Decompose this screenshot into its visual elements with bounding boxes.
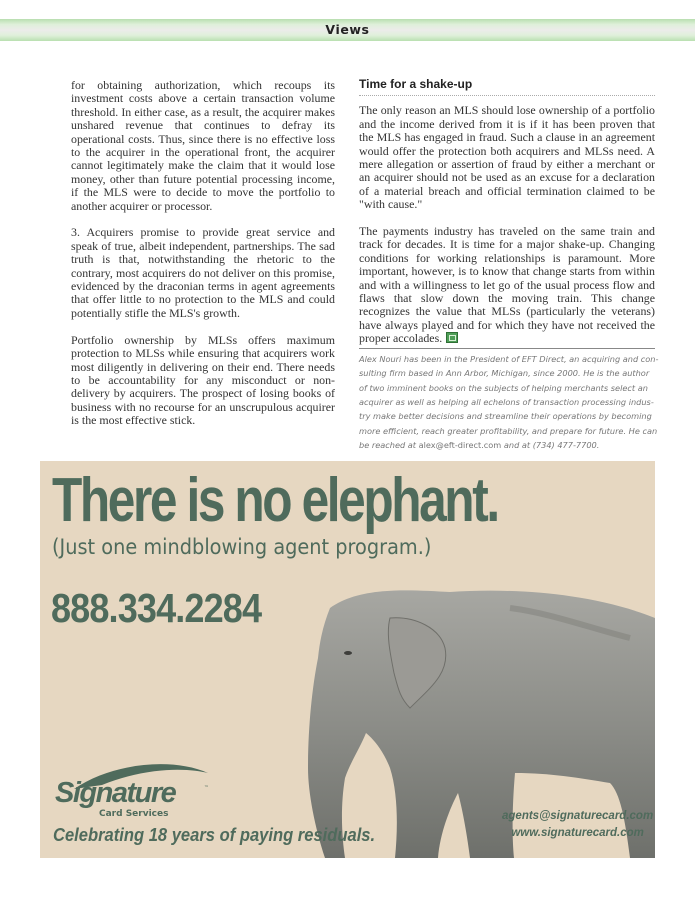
logo-trademark: ™: [204, 785, 209, 791]
logo-subtitle: Card Services: [99, 809, 169, 819]
article-right-column: [359, 77, 659, 453]
bio-line: more efficient, reach greater profitability, and prepare for future. He can: [359, 425, 658, 436]
section-header-band: [0, 19, 695, 41]
logo-wordmark: Signature: [55, 777, 176, 809]
article-paragraph: [359, 225, 655, 346]
signature-logo: [52, 759, 252, 819]
bio-text: be reached at: [359, 440, 419, 451]
bio-line: try make better decisions and streamline their operations by becoming: [359, 411, 652, 422]
ad-contact: [502, 808, 653, 842]
bio-line: sulting firm based in Ann Arbor, Michigan, since 2000. He is the author: [359, 368, 650, 379]
end-of-article-icon: [446, 332, 458, 343]
ad-phone-number: 888.334.2284: [51, 585, 262, 631]
bio-line: Alex Nouri has been in the President of EFT Direct, an acquiring and con-: [359, 353, 659, 364]
author-bio: [359, 352, 659, 453]
section-title: Views: [325, 22, 370, 37]
advertisement[interactable]: [40, 461, 655, 858]
article-paragraph: 3. Acquirers promise to provide great service and speak of true, albeit independent, partnerships. The sad truth is that, notwithstanding the rhetoric to the contrary, most acquirers do not deliver on this promise, evidenced by the draconian terms in agent agreements that offer little to no protection to the MLS and could potentially stifle the MLS's growth.: [71, 225, 335, 320]
bio-text: and at (734) 477-7700.: [501, 440, 600, 451]
ad-subheadline: (Just one mindblowing agent program.): [52, 535, 432, 559]
author-email-link[interactable]: alex@eft-direct.com: [418, 440, 502, 451]
article-paragraph: for obtaining authorization, which recoups its investment costs above a certain transaction volume threshold. In either case, as a result, the acquirer makes unshared revenue that continues to defray its operational costs. Thus, since there is no effective loss to the acquirer in the operational front, the acquirer cannot legitimately make the claim that it would lose money, other than future potential processing income, if the MLS were to decide to move the portfolio to another acquirer or processor.: [71, 78, 335, 213]
article-paragraph: Portfolio ownership by MLSs offers maximum protection to MLSs while ensuring that acquirers work most diligently in delivering on their end. There needs to be accountability for any misconduct or non-delivery by acquirers. The prospect of losing books of business with no recourse for an unscrupulous acquirer is the most effective stick.: [71, 332, 335, 428]
subsection-heading: Time for a shake-up: [359, 78, 655, 96]
ad-tagline: Celebrating 18 years of paying residuals.: [53, 825, 376, 845]
ad-email-link[interactable]: agents@signaturecard.com: [502, 810, 654, 822]
bio-line: acquirer as well as helping all echelons of transaction processing indus-: [359, 396, 654, 407]
ad-website-link[interactable]: www.signaturecard.com: [511, 827, 644, 839]
article-paragraph-text: The payments industry has traveled on the same train and track for decades. It is time for a major shake-up. Changing conditions for working relationships is paramount. More important, however, is to know that change starts from within and with a willingness to let go of the usual process flow and flaws that slow down the moving train. This change recognizes the value that MLSs (particularly the veterans) have always played and for which they have not received the proper accolades.: [359, 224, 655, 346]
bio-line: of two imminent books on the subjects of helping merchants select an: [359, 382, 648, 393]
article-paragraph: The only reason an MLS should lose ownership of a portfolio and the income derived from it is if it has been proven that the MLS has engaged in fraud. Such a clause in an agreement would offer the protection both acquirers and MLSs need. A mere allegation or assertion of fraud by either a merchant or an acquirer should not be used as an excuse for a declaration of a material breach and official termination claimed to be "with cause.": [359, 103, 655, 212]
bio-line: [359, 438, 655, 452]
article-left-column: [71, 79, 335, 441]
elephant-eye: [344, 651, 352, 655]
bio-divider: [359, 348, 655, 349]
ad-headline: There is no elephant.: [52, 466, 498, 535]
